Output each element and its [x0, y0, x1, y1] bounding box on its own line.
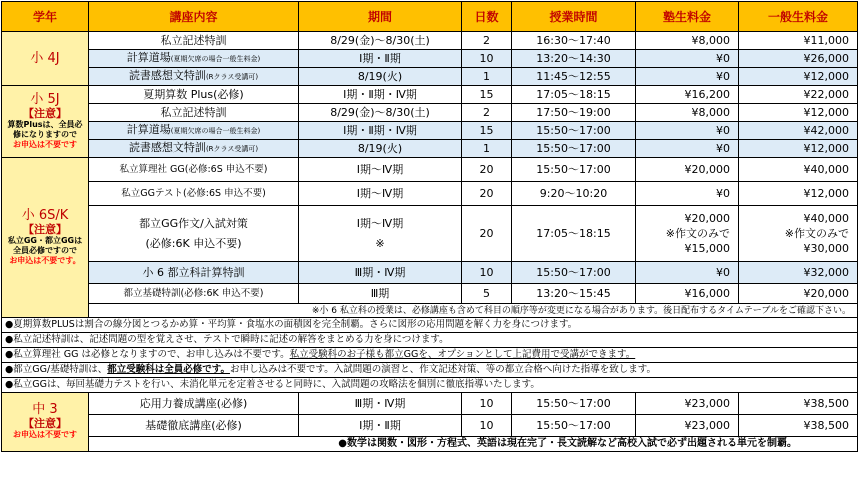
days-cell: 15 — [462, 86, 512, 104]
general-fee-cell — [739, 206, 858, 262]
general-fee-value: ¥40,000 — [803, 212, 849, 225]
general-fee-cell: ¥40,000 — [739, 158, 858, 182]
general-fee-alt: ¥30,000 — [803, 242, 849, 255]
course-cell: 私立GGテスト(必修:6S 申込不要) — [89, 182, 299, 206]
member-fee-cell: ¥20,000 — [636, 158, 739, 182]
general-fee-cell: ¥38,500 — [739, 415, 858, 437]
time-cell: 15:50～17:00 — [512, 140, 636, 158]
general-fee-cell: ¥32,000 — [739, 262, 858, 284]
header-time: 授業時間 — [512, 2, 636, 32]
course-cell: 小 6 都立科計算特訓 — [89, 262, 299, 284]
time-cell: 15:50～17:00 — [512, 262, 636, 284]
info-underlined: 私立受験科のお子様も都立GGを、オプションとして上記費用で受講ができます。 — [289, 349, 636, 360]
info-text: ●都立GG/基礎特訓は、 — [5, 364, 108, 375]
table-row — [2, 32, 858, 50]
days-cell: 5 — [462, 284, 512, 304]
grade-note-red: お申込は不要です — [13, 430, 77, 439]
attention-label: 【注意】 — [23, 106, 67, 120]
grade-label: 小 6S/K — [21, 207, 69, 223]
schedule-table — [1, 1, 858, 452]
info-text: ●私立算理社 GG は必修となりますので、お申し込みは不要です。 — [5, 349, 290, 360]
member-fee-cell — [636, 206, 739, 262]
member-fee-alt: ¥15,000 — [684, 242, 730, 255]
time-cell: 11:45～12:55 — [512, 68, 636, 86]
grade-note-red: お申込は不要です — [13, 139, 77, 149]
days-cell: 2 — [462, 32, 512, 50]
info-line: ●私立GGは、毎回基礎力テストを行い、未消化単元を定着させると同時に、入試問題の攻略法を個別に徹底指導いたします。 — [2, 378, 858, 393]
table-row — [2, 206, 858, 262]
course-note: (Rクラス受講可) — [205, 73, 259, 81]
course-name: 読書感想文特訓 — [128, 69, 206, 82]
period-cell: Ⅰ期～Ⅳ期 — [299, 182, 462, 206]
general-fee-note: ※作文のみで — [784, 227, 849, 240]
info-row — [2, 333, 858, 348]
course-cell: 夏期算数 Plus(必修) — [89, 86, 299, 104]
time-cell: 15:50～17:00 — [512, 415, 636, 437]
table-row — [2, 158, 858, 182]
time-cell: 13:20～15:45 — [512, 284, 636, 304]
course-cell — [89, 68, 299, 86]
info-line — [2, 348, 858, 363]
course-cell — [89, 50, 299, 68]
period-cell: 8/19(火) — [299, 140, 462, 158]
general-fee-cell: ¥12,000 — [739, 104, 858, 122]
course-cell: 応用力養成講座(必修) — [89, 393, 299, 415]
course-name: 計算道場 — [126, 51, 171, 64]
period-cell: Ⅰ期・Ⅱ期 — [299, 50, 462, 68]
member-fee-cell: ¥16,000 — [636, 284, 739, 304]
course-cell — [89, 140, 299, 158]
period-cell: Ⅰ期・Ⅱ期 — [299, 415, 462, 437]
course-cell — [89, 122, 299, 140]
table-row — [2, 68, 858, 86]
time-cell: 15:50～17:00 — [512, 393, 636, 415]
footnote-6sk: ※小 6 私立科の授業は、必修講座も含めて科目の順序等が変更になる場合があります。後日配布するタイムテーブルをご確認下さい。 — [89, 304, 858, 318]
time-cell: 17:05～18:15 — [512, 206, 636, 262]
time-cell: 9:20～10:20 — [512, 182, 636, 206]
grade-note: 私立GG・都立GGは全員必修ですので — [7, 235, 83, 255]
header-period: 期間 — [299, 2, 462, 32]
course-cell: 都立基礎特訓(必修:6K 申込不要) — [89, 284, 299, 304]
table-row — [2, 50, 858, 68]
info-line: ●夏期算数PLUSは割合の線分図とつるかめ算・平均算・食塩水の面積図を完全制覇。さらに図形の応用問題を解く力を身につけます。 — [2, 318, 858, 333]
days-cell: 15 — [462, 122, 512, 140]
days-cell: 10 — [462, 393, 512, 415]
course-note: (必修:6K 申込不要) — [145, 236, 242, 250]
time-cell: 13:20～14:30 — [512, 50, 636, 68]
days-cell: 20 — [462, 182, 512, 206]
info-row — [2, 378, 858, 393]
time-cell: 15:50～17:00 — [512, 158, 636, 182]
course-name: 計算道場 — [126, 123, 171, 136]
period-cell: Ⅰ期・Ⅱ期・Ⅳ期 — [299, 86, 462, 104]
table-row — [2, 140, 858, 158]
period-cell: 8/19(火) — [299, 68, 462, 86]
info-row — [2, 318, 858, 333]
days-cell: 10 — [462, 415, 512, 437]
general-fee-cell: ¥38,500 — [739, 393, 858, 415]
header-course: 講座内容 — [89, 2, 299, 32]
course-note: (夏期欠席の場合一般生料金) — [170, 127, 261, 135]
info-bold: 都立受験科は全員必修です。 — [107, 364, 230, 375]
period-cell: Ⅲ期 — [299, 284, 462, 304]
table-row — [2, 262, 858, 284]
grade-cell-4j — [2, 32, 89, 86]
course-name: 読書感想文特訓 — [128, 141, 206, 154]
member-fee-cell: ¥0 — [636, 68, 739, 86]
footnote-chu3: ●数学は関数・図形・方程式、英語は現在完了・長文読解など高校入試で必ず出題される単元を制覇。 — [89, 437, 858, 452]
header-general-fee: 一般生料金 — [739, 2, 858, 32]
table-row — [2, 393, 858, 415]
time-cell: 16:30～17:40 — [512, 32, 636, 50]
attention-label: 【注意】 — [23, 222, 67, 236]
days-cell: 1 — [462, 140, 512, 158]
days-cell: 10 — [462, 262, 512, 284]
period-note: ※ — [375, 236, 385, 250]
period-cell: Ⅰ期・Ⅱ期・Ⅳ期 — [299, 122, 462, 140]
member-fee-cell: ¥23,000 — [636, 415, 739, 437]
table-row — [2, 122, 858, 140]
course-cell: 私立記述特訓 — [89, 104, 299, 122]
general-fee-cell: ¥42,000 — [739, 122, 858, 140]
course-cell: 私立算理社 GG(必修:6S 申込不要) — [89, 158, 299, 182]
course-note: (Rクラス受講可) — [205, 145, 259, 153]
member-fee-cell: ¥0 — [636, 182, 739, 206]
grade-note: 算数Plusは、全員必修になりますので — [7, 119, 83, 139]
days-cell: 10 — [462, 50, 512, 68]
grade-label: 小 4J — [30, 50, 60, 66]
member-fee-cell: ¥8,000 — [636, 104, 739, 122]
member-fee-cell: ¥23,000 — [636, 393, 739, 415]
course-cell: 私立記述特訓 — [89, 32, 299, 50]
period-cell: Ⅲ期・Ⅳ期 — [299, 393, 462, 415]
member-fee-cell: ¥8,000 — [636, 32, 739, 50]
time-cell: 17:05～18:15 — [512, 86, 636, 104]
course-cell — [89, 206, 299, 262]
general-fee-cell: ¥11,000 — [739, 32, 858, 50]
table-row — [2, 86, 858, 104]
info-line — [2, 363, 858, 378]
attention-label: 【注意】 — [23, 417, 67, 430]
grade-cell-chu3 — [2, 393, 89, 452]
days-cell: 20 — [462, 158, 512, 182]
header-days: 日数 — [462, 2, 512, 32]
general-fee-cell: ¥12,000 — [739, 68, 858, 86]
days-cell: 2 — [462, 104, 512, 122]
header-member-fee: 塾生料金 — [636, 2, 739, 32]
info-row — [2, 348, 858, 363]
days-cell: 1 — [462, 68, 512, 86]
member-fee-cell: ¥0 — [636, 122, 739, 140]
info-text: お申し込みは不要です。入試問題の演習と、作文記述対策、等の都立合格へ向けた指導を致します。 — [229, 364, 656, 375]
member-fee-cell: ¥0 — [636, 140, 739, 158]
info-line: ●私立記述特訓は、記述問題の型を覚えさせ、テストで瞬時に記述の解答をまとめる力を身につけます。 — [2, 333, 858, 348]
grade-label: 小 5J — [30, 91, 60, 107]
table-row — [2, 182, 858, 206]
grade-cell-5j — [2, 86, 89, 158]
general-fee-cell: ¥12,000 — [739, 182, 858, 206]
general-fee-cell: ¥20,000 — [739, 284, 858, 304]
member-fee-note: ※作文のみで — [665, 227, 730, 240]
period-cell — [299, 206, 462, 262]
days-cell: 20 — [462, 206, 512, 262]
period-cell: 8/29(金)～8/30(土) — [299, 32, 462, 50]
header-row — [2, 2, 858, 32]
member-fee-cell: ¥0 — [636, 262, 739, 284]
general-fee-cell: ¥22,000 — [739, 86, 858, 104]
member-fee-value: ¥20,000 — [684, 212, 730, 225]
member-fee-cell: ¥0 — [636, 50, 739, 68]
member-fee-cell: ¥16,200 — [636, 86, 739, 104]
period-cell: Ⅰ期～Ⅳ期 — [299, 158, 462, 182]
period-cell: Ⅲ期・Ⅳ期 — [299, 262, 462, 284]
table-row — [2, 104, 858, 122]
course-name: 都立GG作文/入試対策 — [139, 216, 248, 230]
general-fee-cell: ¥12,000 — [739, 140, 858, 158]
time-cell: 17:50～19:00 — [512, 104, 636, 122]
period-value: Ⅰ期～Ⅳ期 — [356, 216, 404, 230]
course-cell: 基礎徹底講座(必修) — [89, 415, 299, 437]
grade-note-red: お申込は不要です。 — [9, 255, 81, 265]
period-cell: 8/29(金)～8/30(土) — [299, 104, 462, 122]
table-row — [2, 284, 858, 304]
course-note: (夏期欠席の場合一般生料金) — [170, 55, 261, 63]
info-row — [2, 363, 858, 378]
table-row — [2, 415, 858, 437]
general-fee-cell: ¥26,000 — [739, 50, 858, 68]
grade-label: 中 3 — [32, 402, 58, 417]
footnote-row — [2, 437, 858, 452]
grade-cell-6sk — [2, 158, 89, 318]
time-cell: 15:50～17:00 — [512, 122, 636, 140]
footnote-row — [2, 304, 858, 318]
header-grade: 学年 — [2, 2, 89, 32]
